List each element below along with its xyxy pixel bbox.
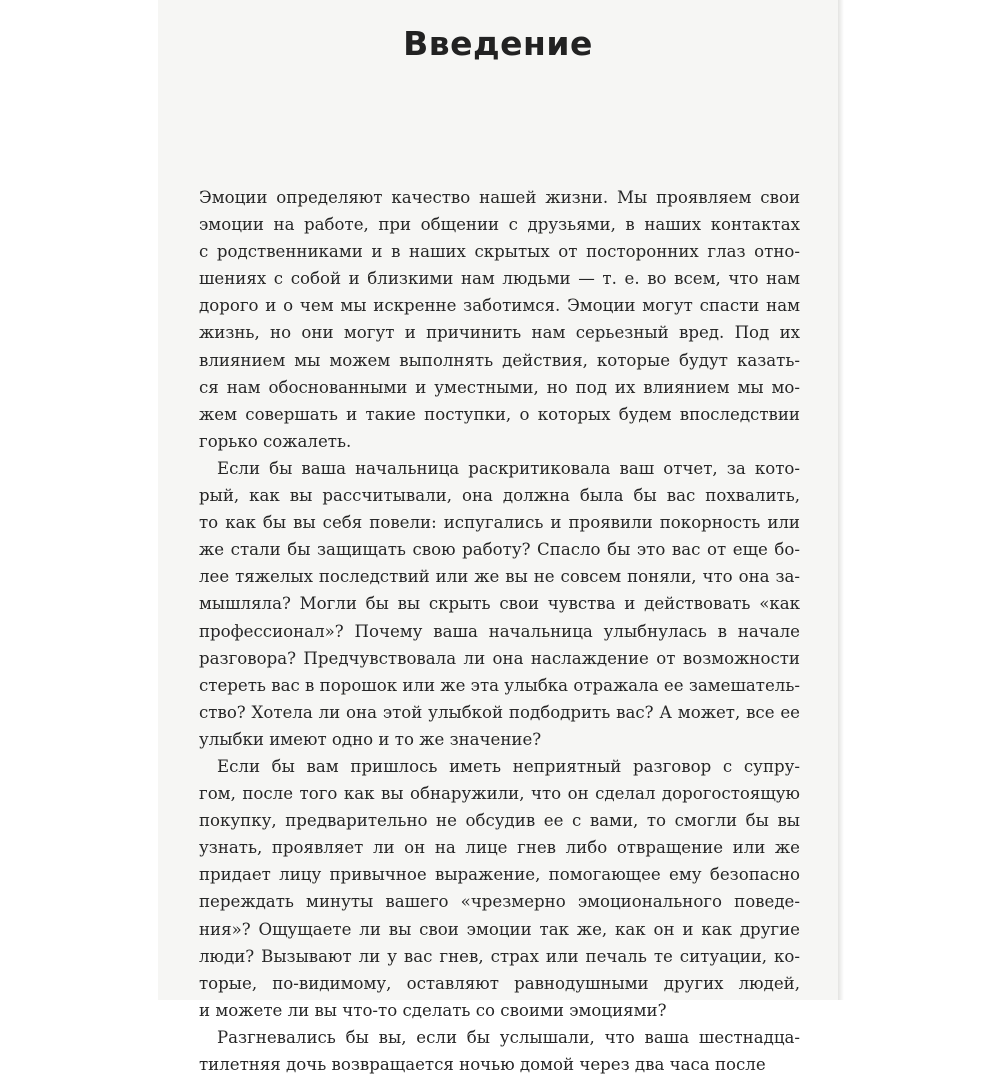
text-line: переждать минуты вашего «чрезмерно эмоционального поведе- (199, 892, 800, 912)
paragraph (199, 455, 800, 753)
text-line: стереть вас в порошок или же эта улыбка отражала ее замешатель- (199, 675, 800, 695)
text-line: покупку, предварительно не обсудив ее с вами, то смогли бы вы (199, 811, 800, 831)
paragraph (199, 184, 800, 455)
text-line: рый, как вы рассчитывали, она должна была бы вас похвалить, (199, 486, 800, 506)
text-line: дорого и о чем мы искренне заботимся. Эмоции могут спасти нам (199, 296, 800, 316)
text-line: ся нам обоснованными и уместными, но под их влиянием мы мо- (199, 377, 800, 397)
text-line: Если бы вам пришлось иметь неприятный разговор с супру- (217, 756, 800, 776)
text-line: ния»? Ощущаете ли вы свои эмоции так же, как он и как другие (199, 919, 800, 939)
text-line: узнать, проявляет ли он на лице гнев либо отвращение или же (199, 838, 800, 858)
text-line: Если бы ваша начальница раскритиковала ваш отчет, за кото- (217, 458, 800, 478)
text-line: мышляла? Могли бы вы скрыть свои чувства и действовать «как (199, 594, 800, 614)
text-line: с родственниками и в наших скрытых от посторонних глаз отно- (199, 242, 800, 262)
text-line: жизнь, но они могут и причинить нам серьезный вред. Под их (199, 323, 800, 343)
text-line: торые, по-видимому, оставляют равнодушными других людей, (199, 973, 800, 993)
text-line: профессионал»? Почему ваша начальница улыбнулась в начале (199, 621, 800, 641)
paragraph (199, 1024, 800, 1078)
paragraph (199, 753, 800, 1024)
text-line: и можете ли вы что-то сделать со своими эмоциями? (199, 1000, 667, 1020)
text-line: эмоции на работе, при общении с друзьями, в наших контактах (199, 215, 800, 235)
text-line: шениях с собой и близкими нам людьми — т. е. во всем, что нам (199, 269, 800, 289)
text-line: то как бы вы себя повели: испугались и проявили покорность или (199, 513, 800, 533)
chapter-heading: Введение (403, 24, 593, 63)
text-line: Разгневались бы вы, если бы услышали, что ваша шестнадца- (217, 1027, 800, 1047)
text-line: ство? Хотела ли она этой улыбкой подбодрить вас? А может, все ее (199, 702, 800, 722)
body-text (199, 184, 800, 1078)
text-line: разговора? Предчувствовала ли она наслаждение от возможности (199, 648, 800, 668)
text-line: тилетняя дочь возвращается ночью домой через два часа после (199, 1055, 766, 1074)
text-line: же стали бы защищать свою работу? Спасло бы это вас от еще бо- (199, 540, 800, 560)
text-line: влиянием мы можем выполнять действия, которые будут казать- (199, 350, 800, 370)
text-line: придает лицу привычное выражение, помогающее ему безопасно (199, 865, 800, 885)
text-line: жем совершать и такие поступки, о которых будем впоследствии (199, 404, 800, 424)
text-line: лее тяжелых последствий или же вы не совсем поняли, что она за- (199, 567, 800, 587)
text-line: Эмоции определяют качество нашей жизни. Мы проявляем свои (199, 188, 800, 207)
text-line: горько сожалеть. (199, 431, 352, 451)
text-line: люди? Вызывают ли у вас гнев, страх или печаль те ситуации, ко- (199, 946, 800, 966)
text-line: гом, после того как вы обнаружили, что он сделал дорогостоящую (199, 784, 800, 804)
text-line: улыбки имеют одно и то же значение? (199, 729, 542, 749)
page-edge-shadow (838, 0, 844, 1000)
book-page (158, 0, 838, 1074)
